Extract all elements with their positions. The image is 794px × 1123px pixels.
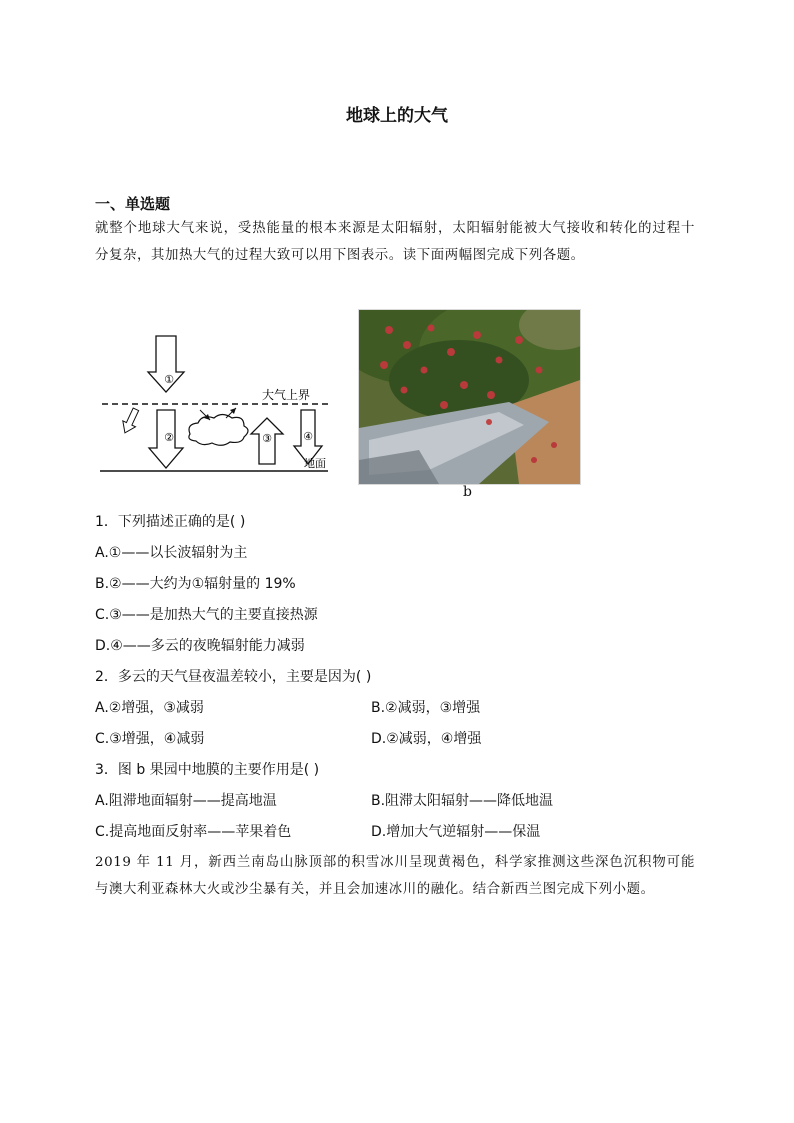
question-1-option-d[interactable]: D.④——多云的夜晚辐射能力减弱 <box>95 638 305 654</box>
arrow-3-label: ③ <box>262 432 272 445</box>
cloud-shape <box>189 415 248 446</box>
question-1-option-b[interactable]: B.②——大约为①辐射量的 19% <box>95 576 296 592</box>
fallen-apple <box>531 457 537 463</box>
question-2-option-a[interactable]: A.②增强，③减弱 <box>95 700 204 716</box>
figure-b-caption: b <box>463 484 472 500</box>
question-2-option-d[interactable]: D.②减弱，④增强 <box>371 731 482 747</box>
reflected-arrow <box>119 406 143 435</box>
question-3-option-c[interactable]: C.提高地面反射率——苹果着色 <box>95 824 292 840</box>
fallen-apple <box>551 442 557 448</box>
question-3-stem: 3．图 b 果园中地膜的主要作用是( ) <box>95 762 320 778</box>
page-title: 地球上的大气 <box>346 106 448 126</box>
question-3-option-b[interactable]: B.阻滞太阳辐射——降低地温 <box>371 793 554 809</box>
section-heading: 一、单选题 <box>95 195 171 213</box>
question-1-stem: 1．下列描述正确的是( ) <box>95 514 246 530</box>
orchard-photo <box>358 309 581 485</box>
question-3-option-d[interactable]: D.增加大气逆辐射——保温 <box>371 824 541 840</box>
question-2-option-b[interactable]: B.②减弱，③增强 <box>371 700 481 716</box>
atmosphere-heating-diagram <box>96 330 336 480</box>
ground-label: 地面 <box>304 457 326 470</box>
intro-paragraph: 就整个地球大气来说，受热能量的根本来源是太阳辐射，太阳辐射能被大气接收和转化的过程十分复杂，其加热大气的过程大致可以用下图表示。读下面两幅图完成下列各题。 <box>95 221 695 263</box>
fallen-apple <box>486 419 492 425</box>
question-2-stem: 2．多云的天气昼夜温差较小，主要是因为( ) <box>95 669 372 685</box>
question-2-option-c[interactable]: C.③增强，④减弱 <box>95 731 205 747</box>
passage-2-paragraph: 2019 年 11 月，新西兰南岛山脉顶部的积雪冰川呈现黄褐色，科学家推测这些深色沉积物可能与澳大利亚森林大火或沙尘暴有关，并且会加速冰川的融化。结合新西兰图完成下列小题。 <box>95 855 695 897</box>
atmosphere-top-label: 大气上界 <box>262 388 311 402</box>
arrow-1-label: ① <box>164 373 174 386</box>
question-1-option-a[interactable]: A.①——以长波辐射为主 <box>95 545 248 561</box>
arrow-2-label: ② <box>164 431 174 444</box>
question-3-option-a[interactable]: A.阻滞地面辐射——提高地温 <box>95 793 277 809</box>
arrow-4-label: ④ <box>303 430 313 443</box>
question-1-option-c[interactable]: C.③——是加热大气的主要直接热源 <box>95 607 318 623</box>
